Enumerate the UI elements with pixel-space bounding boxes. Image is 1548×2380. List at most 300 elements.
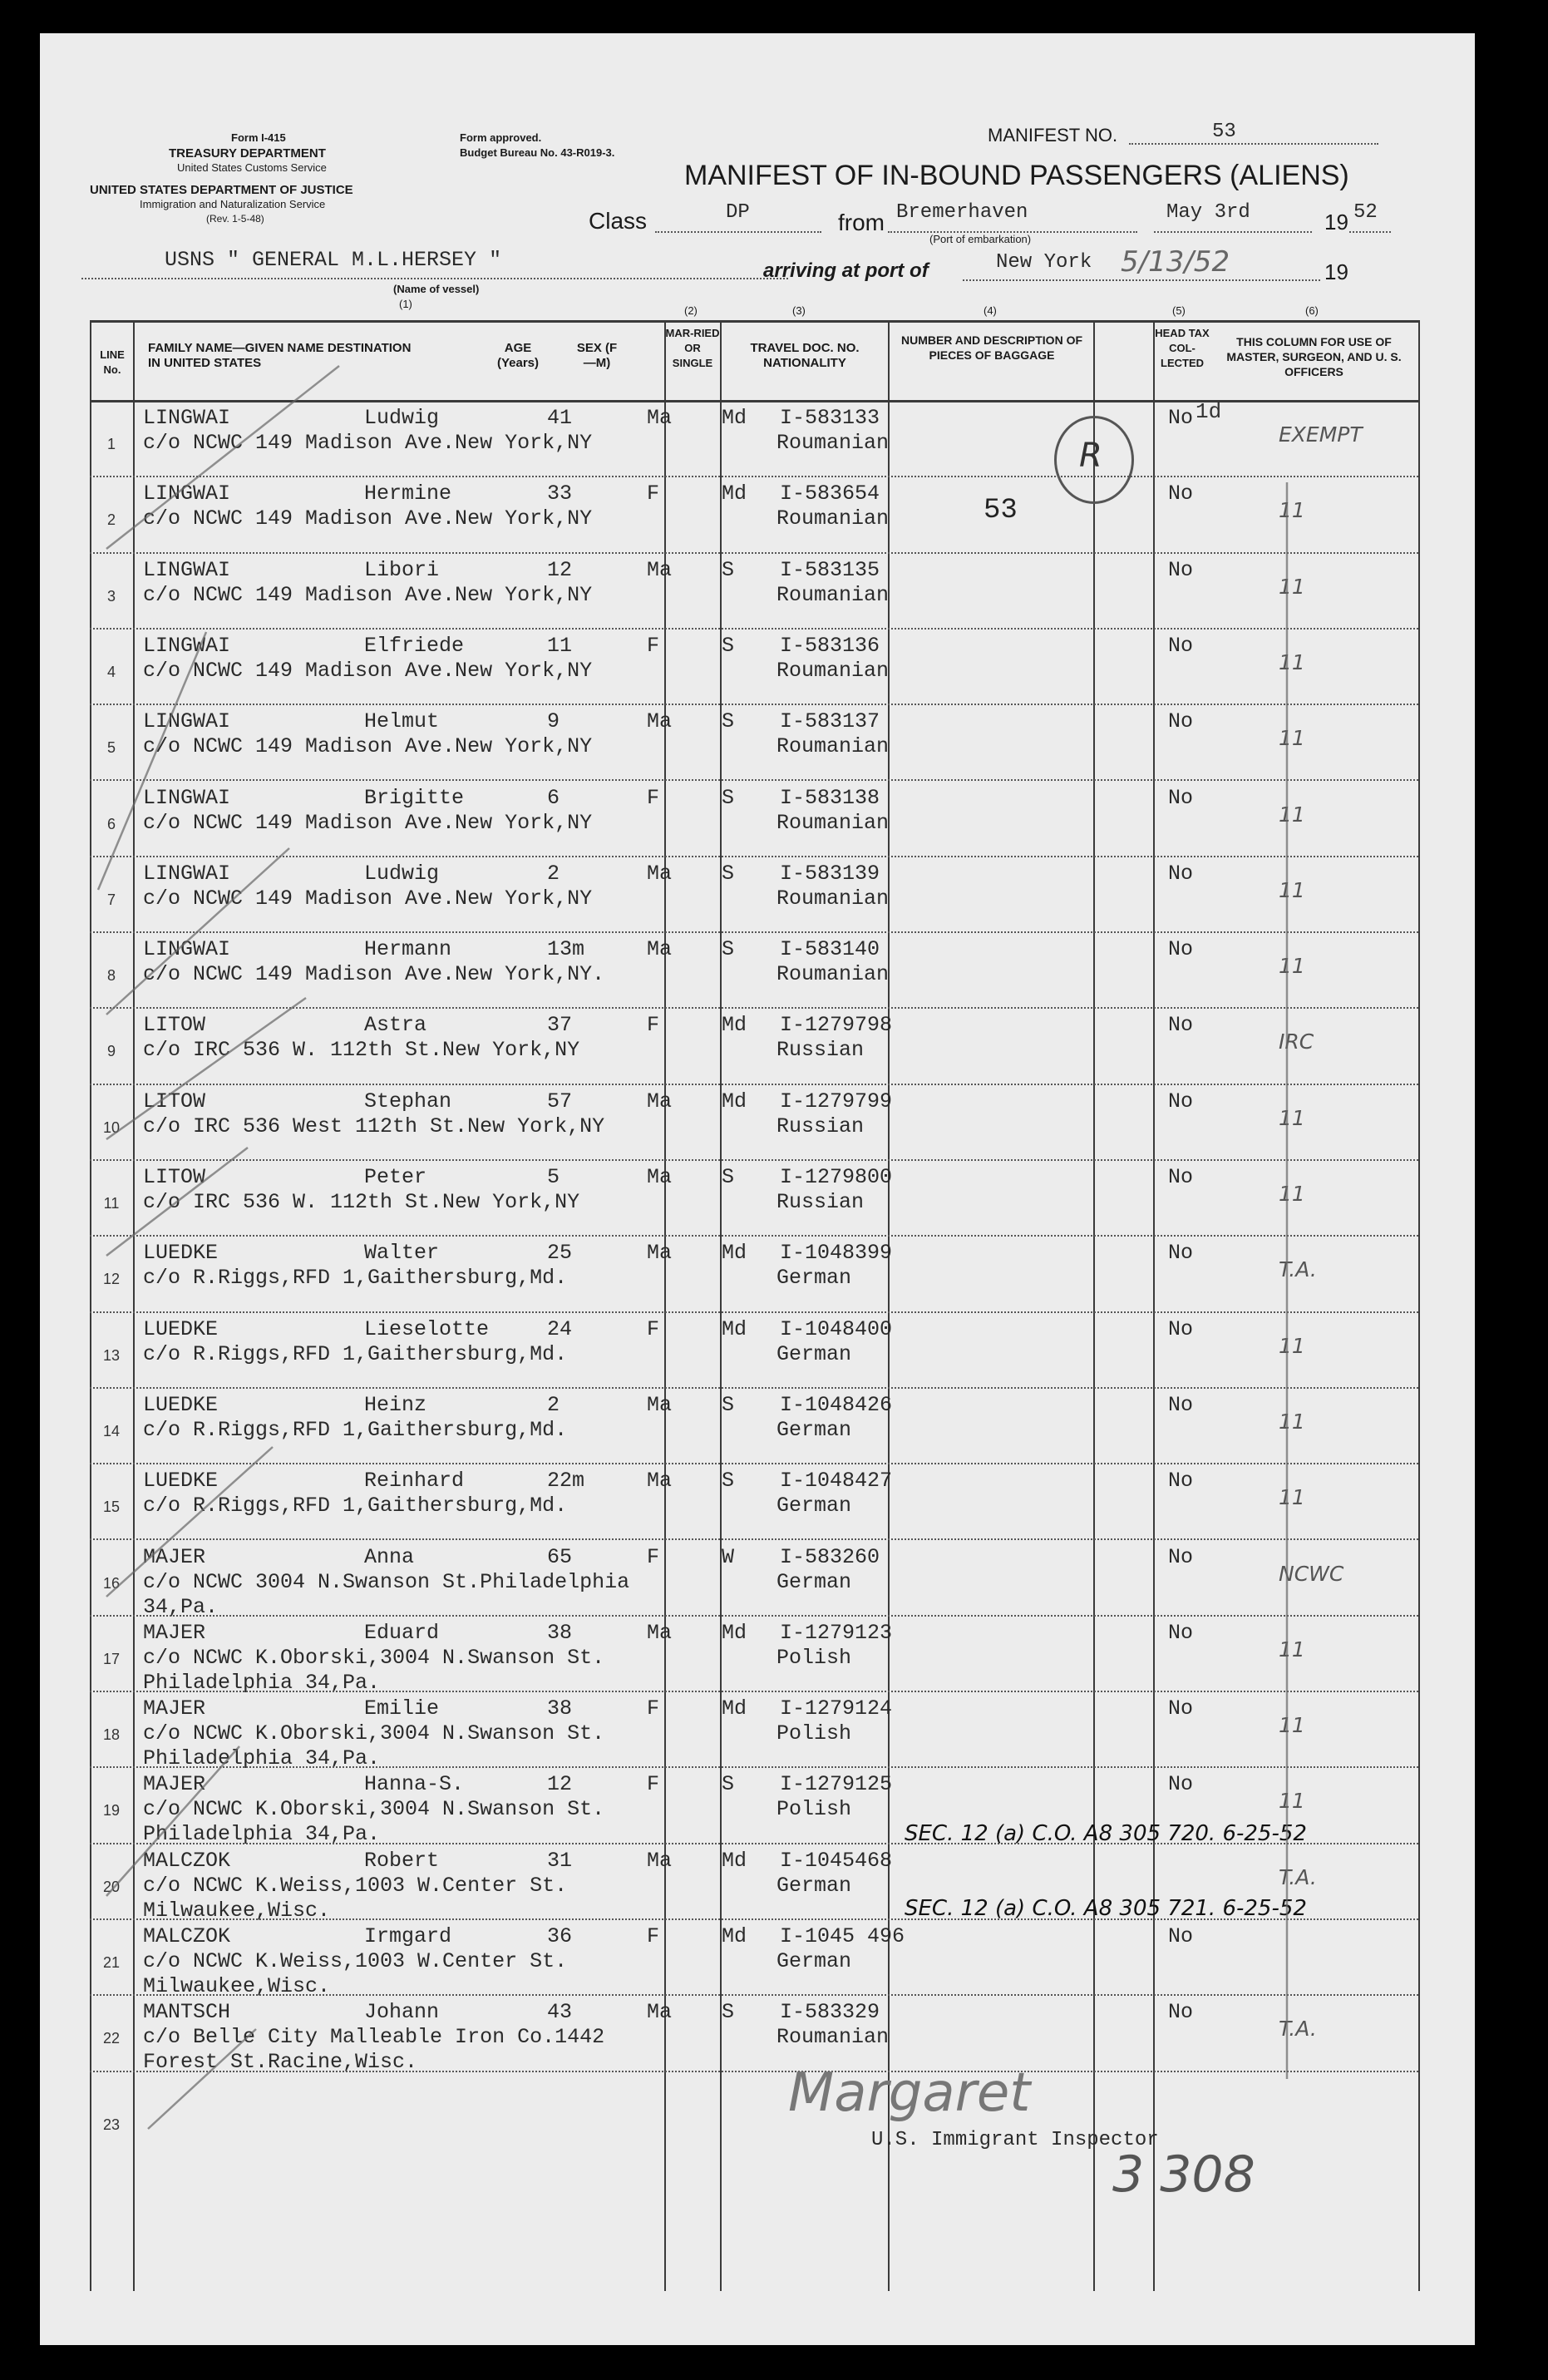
line-number-23: 23 xyxy=(102,2116,121,2133)
row-divider xyxy=(90,1084,1418,1085)
officer-note: EXEMPT xyxy=(1279,422,1363,447)
marital-status: S xyxy=(722,785,735,810)
age: 13m xyxy=(547,937,585,962)
marital-status: S xyxy=(722,633,735,658)
inspector-signature: Margaret xyxy=(788,2062,1031,2124)
row-divider xyxy=(90,1615,1418,1617)
ins-service: Immigration and Naturalization Service xyxy=(140,198,326,210)
travel-doc: I-1279798 xyxy=(780,1013,893,1038)
marital-status: S xyxy=(722,557,735,582)
line-number: 6 xyxy=(106,815,116,832)
form-approved: Form approved. xyxy=(460,131,542,144)
destination-cont: Philadelphia 34,Pa. xyxy=(143,1670,381,1695)
sex: Ma xyxy=(647,709,673,734)
age: 57 xyxy=(547,1089,573,1113)
nationality: Polish xyxy=(776,1721,852,1746)
sex: Ma xyxy=(647,937,673,962)
sex: Ma xyxy=(647,1620,673,1645)
port-embarkation-caption: (Port of embarkation) xyxy=(929,233,1032,245)
nationality: German xyxy=(776,1569,852,1594)
head-tax: No xyxy=(1168,1620,1194,1645)
table-row xyxy=(90,630,1420,706)
sex: F xyxy=(647,785,660,810)
customs-service: United States Customs Service xyxy=(177,161,327,174)
destination: c/o NCWC 149 Madison Ave.New York,NY. xyxy=(143,962,605,987)
destination: c/o NCWC K.Weiss,1003 W.Center St. xyxy=(143,1949,568,1973)
vessel-caption: (Name of vessel) xyxy=(393,283,480,295)
col-header-sex: SEX (F—M) xyxy=(576,341,618,370)
line-number: 20 xyxy=(102,1878,121,1895)
marital-status: Md xyxy=(722,1924,747,1948)
from-label: from xyxy=(838,210,885,235)
destination: c/o NCWC 149 Madison Ave.New York,NY xyxy=(143,506,593,531)
line-number: 14 xyxy=(102,1422,121,1439)
nationality: Polish xyxy=(776,1645,852,1670)
travel-doc: I-1279125 xyxy=(780,1772,893,1797)
head-tax: No xyxy=(1168,1013,1194,1038)
col-header-officers: THIS COLUMN FOR USE OF MASTER, SURGEON, AND U. S. OFFICERS xyxy=(1226,335,1402,378)
travel-doc: I-1045 496 xyxy=(780,1924,905,1948)
age: 24 xyxy=(547,1316,573,1341)
given-name: Stephan xyxy=(364,1089,452,1113)
sex: F xyxy=(647,633,660,658)
destination: c/o R.Riggs,RFD 1,Gaithersburg,Md. xyxy=(143,1341,568,1366)
given-name: Johann xyxy=(364,2000,440,2025)
destination-cont: Philadelphia 34,Pa. xyxy=(143,1822,381,1847)
from-value: Bremerhaven xyxy=(896,201,1028,224)
head-tax: No xyxy=(1168,1089,1194,1113)
col-number-6: (6) xyxy=(1305,304,1319,317)
marital-status: S xyxy=(722,709,735,734)
table-row xyxy=(90,934,1420,1010)
head-tax: No xyxy=(1168,633,1194,658)
row-divider xyxy=(90,628,1418,630)
col-header-headtax: HEAD TAX COL-LECTED xyxy=(1155,327,1210,369)
family-name: LINGWAI xyxy=(143,861,231,886)
family-name: LITOW xyxy=(143,1165,206,1189)
family-name: MALCZOK xyxy=(143,1848,231,1873)
table-row xyxy=(90,1390,1420,1465)
head-tax: No xyxy=(1168,1165,1194,1189)
travel-doc: I-583260 xyxy=(780,1544,880,1569)
destination: c/o NCWC 149 Madison Ave.New York,NY xyxy=(143,734,593,759)
age: 38 xyxy=(547,1696,573,1721)
head-tax: No xyxy=(1168,1696,1194,1721)
nationality: German xyxy=(776,1266,852,1291)
sex: F xyxy=(647,1696,660,1721)
head-tax: No xyxy=(1168,1316,1194,1341)
year-prefix: 19 xyxy=(1324,210,1348,235)
given-name: Heinz xyxy=(364,1392,427,1417)
table-row xyxy=(90,1542,1420,1617)
head-tax: No xyxy=(1168,1469,1194,1494)
age: 31 xyxy=(547,1848,573,1873)
family-name: LITOW xyxy=(143,1013,206,1038)
given-name: Helmut xyxy=(364,709,440,734)
marital-status: Md xyxy=(722,406,747,430)
row-divider xyxy=(90,1463,1418,1464)
row-divider xyxy=(90,779,1418,781)
line-number: 16 xyxy=(102,1574,121,1592)
travel-doc: I-1279799 xyxy=(780,1089,893,1113)
marital-status: Md xyxy=(722,1013,747,1038)
age: 65 xyxy=(547,1544,573,1569)
head-tax: No xyxy=(1168,937,1194,962)
row-divider xyxy=(90,704,1418,705)
col1-marker: (1) xyxy=(399,298,412,310)
officer-note: 11 xyxy=(1279,1789,1305,1814)
line-number: 2 xyxy=(106,511,116,529)
age: 9 xyxy=(547,709,560,734)
line-number: 8 xyxy=(106,967,116,985)
travel-doc: I-1048400 xyxy=(780,1316,893,1341)
age: 36 xyxy=(547,1924,573,1948)
line-number: 19 xyxy=(102,1802,121,1820)
col-header-married: MAR-RIED OR SINGLE xyxy=(665,327,720,369)
travel-doc: I-583135 xyxy=(780,557,880,582)
given-name: Hermann xyxy=(364,937,452,962)
age: 12 xyxy=(547,557,573,582)
travel-doc: I-583133 xyxy=(780,406,880,430)
officer-note: 11 xyxy=(1279,1105,1305,1130)
col-number-5: (5) xyxy=(1172,304,1186,317)
travel-doc: I-583140 xyxy=(780,937,880,962)
destination: c/o NCWC 149 Madison Ave.New York,NY xyxy=(143,886,593,911)
family-name: LINGWAI xyxy=(143,481,231,506)
col-header-age: AGE (Years) xyxy=(496,341,540,370)
sex: F xyxy=(647,1924,660,1948)
destination: c/o NCWC 149 Madison Ave.New York,NY xyxy=(143,810,593,835)
class-label: Class xyxy=(589,208,648,234)
travel-doc: I-1279124 xyxy=(780,1696,893,1721)
nationality: Roumanian xyxy=(776,886,890,911)
officer-note: T.A. xyxy=(1279,2017,1317,2042)
marital-status: S xyxy=(722,937,735,962)
family-name: LINGWAI xyxy=(143,785,231,810)
sex: F xyxy=(647,1772,660,1797)
inspector-caption: U.S. Immigrant Inspector xyxy=(871,2129,1159,2151)
marital-status: Md xyxy=(722,1241,747,1266)
vessel-line xyxy=(81,278,788,279)
baggage-note: 53 xyxy=(984,495,1018,526)
sex: Ma xyxy=(647,1089,673,1113)
table-row xyxy=(90,1314,1420,1390)
treasury-dept: TREASURY DEPARTMENT xyxy=(169,146,326,160)
row-divider xyxy=(90,1994,1418,1996)
marital-status: S xyxy=(722,1469,735,1494)
destination: c/o NCWC K.Oborski,3004 N.Swanson St. xyxy=(143,1721,605,1746)
line-number: 7 xyxy=(106,891,116,908)
table-row xyxy=(90,858,1420,934)
table-row xyxy=(90,1162,1420,1237)
marital-status: Md xyxy=(722,1316,747,1341)
col-number-4: (4) xyxy=(984,304,997,317)
officer-note: T.A. xyxy=(1279,1864,1317,1889)
head-tax: No xyxy=(1168,1772,1194,1797)
line-number: 18 xyxy=(102,1726,121,1744)
sex: Ma xyxy=(647,1392,673,1417)
table-row xyxy=(90,1693,1420,1769)
given-name: Anna xyxy=(364,1544,415,1569)
age: 25 xyxy=(547,1241,573,1266)
travel-doc: I-1048426 xyxy=(780,1392,893,1417)
destination-cont: 34,Pa. xyxy=(143,1594,219,1619)
family-name: LINGWAI xyxy=(143,633,231,658)
family-name: MAJER xyxy=(143,1544,206,1569)
line-number: 15 xyxy=(102,1499,121,1516)
table-row xyxy=(90,706,1420,782)
head-tax: No xyxy=(1168,1924,1194,1948)
age: 2 xyxy=(547,1392,560,1417)
family-name: LUEDKE xyxy=(143,1316,219,1341)
sex: Ma xyxy=(647,557,673,582)
manifest-page xyxy=(40,33,1475,2345)
given-name: Ludwig xyxy=(364,861,440,886)
row-divider xyxy=(90,1766,1418,1768)
age: 5 xyxy=(547,1165,560,1189)
manifest-no-label: MANIFEST NO. xyxy=(988,125,1118,146)
officer-note: 11 xyxy=(1279,954,1305,979)
nationality: Polish xyxy=(776,1797,852,1822)
class-value: DP xyxy=(726,201,750,224)
officer-note: 11 xyxy=(1279,1637,1305,1662)
family-name: LINGWAI xyxy=(143,557,231,582)
family-name: LUEDKE xyxy=(143,1241,219,1266)
head-tax: No xyxy=(1168,709,1194,734)
given-name: Ludwig xyxy=(364,406,440,430)
nationality: Russian xyxy=(776,1113,865,1138)
officer-note: 11 xyxy=(1279,1409,1305,1434)
destination-cont: Milwaukee,Wisc. xyxy=(143,1898,331,1923)
sex: F xyxy=(647,1544,660,1569)
marital-status: Md xyxy=(722,481,747,506)
line-number: 21 xyxy=(102,1954,121,1971)
age: 33 xyxy=(547,481,573,506)
col-header-baggage: NUMBER AND DESCRIPTION OF PIECES OF BAGGAGE xyxy=(900,333,1083,362)
table-row xyxy=(90,1010,1420,1085)
given-name: Libori xyxy=(364,557,440,582)
officer-note: T.A. xyxy=(1279,1257,1317,1282)
nationality: Roumanian xyxy=(776,431,890,455)
row-divider xyxy=(90,552,1418,554)
arrival-year-prefix: 19 xyxy=(1324,259,1348,284)
age: 41 xyxy=(547,406,573,430)
line-number: 22 xyxy=(102,2030,121,2047)
sex: F xyxy=(647,1013,660,1038)
sex: Ma xyxy=(647,2000,673,2025)
age: 37 xyxy=(547,1013,573,1038)
destination: c/o NCWC K.Weiss,1003 W.Center St. xyxy=(143,1873,568,1898)
given-name: Elfriede xyxy=(364,633,465,658)
given-name: Reinhard xyxy=(364,1469,465,1494)
head-tax: No xyxy=(1168,557,1194,582)
nationality: German xyxy=(776,1873,852,1898)
sex: Ma xyxy=(647,861,673,886)
marital-status: S xyxy=(722,1772,735,1797)
row-divider xyxy=(90,1691,1418,1692)
year-line xyxy=(1349,231,1391,233)
marital-status: W xyxy=(722,1544,735,1569)
family-name: MANTSCH xyxy=(143,2000,231,2025)
col-number-2: (2) xyxy=(684,304,698,317)
table-row xyxy=(90,1997,1420,2075)
family-name: MAJER xyxy=(143,1772,206,1797)
family-name: LINGWAI xyxy=(143,709,231,734)
given-name: Lieselotte xyxy=(364,1316,490,1341)
officer-note: 11 xyxy=(1279,1182,1305,1206)
sex: F xyxy=(647,1316,660,1341)
row-divider xyxy=(90,1311,1418,1313)
age: 11 xyxy=(547,633,573,658)
officer-note: 11 xyxy=(1279,877,1305,902)
family-name: LITOW xyxy=(143,1089,206,1113)
officer-note: IRC xyxy=(1279,1030,1314,1054)
row-divider xyxy=(90,1159,1418,1161)
age: 12 xyxy=(547,1772,573,1797)
age: 2 xyxy=(547,861,560,886)
arrival-port: New York xyxy=(996,251,1092,274)
given-name: Brigitte xyxy=(364,785,465,810)
officer-note: 11 xyxy=(1279,574,1305,599)
row-divider xyxy=(90,931,1418,933)
travel-doc: I-1045468 xyxy=(780,1848,893,1873)
marital-status: Md xyxy=(722,1089,747,1113)
destination: c/o R.Riggs,RFD 1,Gaithersburg,Md. xyxy=(143,1417,568,1442)
nationality: Roumanian xyxy=(776,658,890,683)
table-row xyxy=(90,1617,1420,1693)
destination: c/o R.Riggs,RFD 1,Gaithersburg,Md. xyxy=(143,1494,568,1518)
table-row xyxy=(90,783,1420,858)
given-name: Emilie xyxy=(364,1696,440,1721)
family-name: LUEDKE xyxy=(143,1469,219,1494)
table-row xyxy=(90,1086,1420,1162)
officer-note: 11 xyxy=(1279,649,1305,674)
row-divider xyxy=(90,476,1418,477)
marital-status: S xyxy=(722,1165,735,1189)
destination: c/o NCWC 149 Madison Ave.New York,NY xyxy=(143,431,593,455)
given-name: Peter xyxy=(364,1165,427,1189)
stamp-number: 3 308 xyxy=(1112,2145,1255,2204)
row-divider xyxy=(90,2071,1418,2072)
line-number: 4 xyxy=(106,663,116,680)
nationality: German xyxy=(776,1341,852,1366)
sex: Ma xyxy=(647,1165,673,1189)
sex: F xyxy=(647,481,660,506)
row-divider xyxy=(90,1235,1418,1237)
age: 22m xyxy=(547,1469,585,1494)
given-name: Astra xyxy=(364,1013,427,1038)
budget-bureau: Budget Bureau No. 43-R019-3. xyxy=(460,146,615,159)
row-divider xyxy=(90,1007,1418,1009)
travel-doc: I-583136 xyxy=(780,633,880,658)
destination: c/o NCWC 149 Madison Ave.New York,NY xyxy=(143,658,593,683)
col-header-travel: TRAVEL DOC. NO. NATIONALITY xyxy=(750,341,860,370)
travel-doc: I-1279800 xyxy=(780,1165,893,1189)
marital-status: S xyxy=(722,1392,735,1417)
destination: c/o NCWC K.Oborski,3004 N.Swanson St. xyxy=(143,1645,605,1670)
class-line xyxy=(655,231,821,233)
nationality: German xyxy=(776,1949,852,1973)
nationality: German xyxy=(776,1494,852,1518)
family-name: MAJER xyxy=(143,1696,206,1721)
head-tax: No xyxy=(1168,1241,1194,1266)
destination: c/o NCWC K.Oborski,3004 N.Swanson St. xyxy=(143,1797,605,1822)
travel-doc: I-583137 xyxy=(780,709,880,734)
destination-cont: Milwaukee,Wisc. xyxy=(143,1974,331,1998)
table-top-border xyxy=(90,320,1420,323)
destination: c/o IRC 536 W. 112th St.New York,NY xyxy=(143,1190,580,1214)
destination: c/o IRC 536 W. 112th St.New York,NY xyxy=(143,1038,580,1063)
age: 6 xyxy=(547,785,560,810)
arriving-line xyxy=(963,279,1320,281)
marital-status: Md xyxy=(722,1696,747,1721)
nationality: Roumanian xyxy=(776,734,890,759)
sex: Ma xyxy=(647,406,673,430)
nationality: Roumanian xyxy=(776,582,890,607)
manifest-no-value: 53 xyxy=(1212,121,1236,143)
officer-note: NCWC xyxy=(1279,1561,1344,1586)
vessel-name: USNS " GENERAL M.L.HERSEY " xyxy=(165,248,502,272)
officer-note: 11 xyxy=(1279,1333,1305,1358)
date-value: May 3rd xyxy=(1166,201,1250,224)
travel-doc: I-583329 xyxy=(780,2000,880,2025)
travel-doc: I-1279123 xyxy=(780,1620,893,1645)
line-number: 12 xyxy=(102,1271,121,1288)
table-row xyxy=(90,1237,1420,1313)
given-name: Irmgard xyxy=(364,1924,452,1948)
nationality: Roumanian xyxy=(776,506,890,531)
head-tax: No xyxy=(1168,2000,1194,2025)
head-tax: No xyxy=(1168,1544,1194,1569)
destination-cont: Philadelphia 34,Pa. xyxy=(143,1746,381,1771)
sex: Ma xyxy=(647,1469,673,1494)
head-tax: No xyxy=(1168,1392,1194,1417)
line-number: 9 xyxy=(106,1043,116,1060)
head-tax: No xyxy=(1168,785,1194,810)
destination: c/o NCWC 149 Madison Ave.New York,NY xyxy=(143,582,593,607)
arrival-handwritten-date: 5/13/52 xyxy=(1121,245,1230,279)
form-number: Form I-415 xyxy=(231,131,286,144)
date-line xyxy=(1154,231,1312,233)
destination: c/o R.Riggs,RFD 1,Gaithersburg,Md. xyxy=(143,1266,568,1291)
marital-status: S xyxy=(722,2000,735,2025)
sec-note-row21: SEC. 12 (a) C.O. A8 305 721. 6-25-52 xyxy=(905,1896,1307,1921)
col-header-name: FAMILY NAME—GIVEN NAME DESTINATION IN UNITED STATES xyxy=(148,341,412,370)
nationality: Roumanian xyxy=(776,2025,890,2050)
row-divider xyxy=(90,1387,1418,1389)
col-header-line: LINE No. xyxy=(100,348,125,376)
family-name: MALCZOK xyxy=(143,1924,231,1948)
given-name: Hermine xyxy=(364,481,452,506)
page-title: MANIFEST OF IN-BOUND PASSENGERS (ALIENS) xyxy=(684,160,1349,191)
col-number-3: (3) xyxy=(792,304,806,317)
form-revision: (Rev. 1-5-48) xyxy=(206,213,264,225)
margin-r-letter: R xyxy=(1079,437,1102,475)
travel-doc: I-583654 xyxy=(780,481,880,506)
line-number: 11 xyxy=(103,1195,120,1212)
age: 38 xyxy=(547,1620,573,1645)
nationality: Roumanian xyxy=(776,962,890,987)
arriving-label: arriving at port of xyxy=(763,259,929,282)
table-row xyxy=(90,1921,1420,1997)
manifest-no-line xyxy=(1129,143,1378,145)
head-tax: No xyxy=(1168,481,1194,506)
table-row xyxy=(90,555,1420,630)
travel-doc: I-583139 xyxy=(780,861,880,886)
officer-note: 11 xyxy=(1279,498,1305,523)
given-name: Eduard xyxy=(364,1620,440,1645)
line-number: 5 xyxy=(106,739,116,757)
